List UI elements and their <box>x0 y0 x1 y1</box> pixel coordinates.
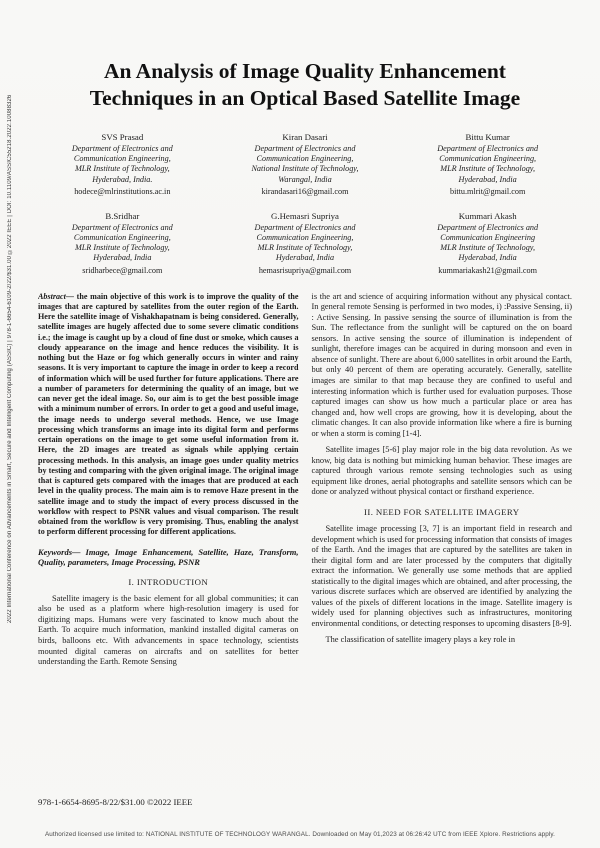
author-affiliation-line: Department of Electronics and <box>254 144 356 153</box>
keywords-paragraph <box>38 547 299 568</box>
author-affiliation-line: MLR Institute of Technology, <box>74 164 170 174</box>
author-name: Kummari Akash <box>458 210 517 221</box>
intro-paragraph-2: is the art and science of acquiring information without any physical contact. In general remote Sensing is performed in two modes, i) :Passive Sensing, ii) : Active Sensing. In passive sensing the source of illumination is from the Sun. The reflectance from the sunlight will be captured on the on board sensors. In active sensing the source of illumination is independent of sunlight, therefore images can be acquired in during monsoon and even in absence of sunlight. There are about 6,000 satellites in orbit around the Earth, but only 40 percent of them are operating accurately. Generally, satellite images are similar to that map because they are confined to useful and interesting information which is further used for evaluation purposes. Those captured images can show us how much a particular place or area has changed and, how well crops are growing, how it is developing, about the climatic changes. It can also provide information like where a fire is burning or when a storm is coming [1-4]. <box>311 291 572 438</box>
paper-content <box>38 0 572 774</box>
author-affiliation-line: Communication Engineering <box>440 233 536 243</box>
paper-title-line1: An Analysis of Image Quality Enhancement <box>104 59 506 83</box>
author-affiliation-line: Hyderabad, India <box>458 174 517 184</box>
need-paragraph-1: Satellite image processing [3, 7] is an important field in research and development which is used for processing information that consists of images of the Earth. And the images that are captured by the satellites are taken in their digital form and are later processed by the computers that digitally extract the information. We generally use some methods that are applied statistically to the digital images which are obtained, and after processing, the various discrete surfaces which are observed are identified by analyzing the values of the pixels of different locations in the image. Satellite imagery is widely used for planning objectives such as infrastructures, monitoring environmental conditions, or detecting responses to upcoming disasters [8-9]. <box>311 524 572 628</box>
author-affiliation-line: MLR Institute of Technology, <box>74 243 170 253</box>
author-name: Kiran Dasari <box>282 132 328 142</box>
authors-grid <box>38 132 572 276</box>
author-affiliation-line: Department of Electronics and <box>71 144 173 153</box>
author-card-kiran-dasari <box>221 132 390 197</box>
author-affiliation-line: Department of Electronics and <box>437 144 539 153</box>
author-email: kummariakash21@gmail.com <box>438 265 538 275</box>
author-affiliation-line: Communication Engineering, <box>73 233 171 243</box>
right-column <box>312 292 573 774</box>
author-affiliation-line: Hyderabad, India <box>458 253 517 263</box>
keywords-text: Image, Image Enhancement, Satellite, Haze, Transform, Quality, parameters, Image Processing, PSNR <box>38 546 299 568</box>
author-affiliation-line: Hyderabad, India <box>93 253 152 263</box>
author-affiliation-line: Communication Engineering, <box>439 154 537 164</box>
intro-paragraph-3: Satellite images [5-6] play major role in the big data revolution. As we know, big data is nothing but mimicking human behavior. These images are captured through various remote sensing technologies such as using equipment like drones, aerial photographs and satellite sensors which can be done or analyzed without physical contact or firsthand experience. <box>311 445 572 497</box>
author-card-svs-prasad <box>38 132 207 197</box>
section-heading-introduction: I. INTRODUCTION <box>128 576 209 587</box>
author-name: Bittu Kumar <box>465 132 510 142</box>
author-affiliation-line: Department of Electronics and <box>437 222 539 232</box>
author-email: kirandasari16@gmail.com <box>261 186 349 196</box>
author-affiliation-line: Communication Engineering, <box>256 233 354 243</box>
author-card-kummari-akash <box>403 211 572 276</box>
author-email: hemasrisupriya@gmail.com <box>258 265 352 275</box>
author-affiliation-line: Communication Engineering, <box>73 154 171 164</box>
author-affiliation-line: Hyderabad, India <box>275 253 335 263</box>
author-affiliation-line: Warangal, India <box>278 174 332 184</box>
author-affiliation-line: National Institute of Technology, <box>251 164 359 174</box>
author-affiliation-line: Department of Electronics and <box>71 222 173 232</box>
author-affiliation-line: Hyderabad, India. <box>92 174 153 184</box>
intro-paragraph-1: Satellite imagery is the basic element for all global communities; it can also be used as a platform where high-resolution imagery is used for digitizing maps. Humans were very fascinated to know much about the Earth. To acquire much information, mankind installed digital cameras on birds, balloons etc. With advancements in space technology, scientists mounted digital cameras on aircrafts and on satellites for better understanding the Earth. Remote Sensing <box>38 593 299 667</box>
author-affiliation-line: MLR Institute of Technology, <box>257 243 353 253</box>
author-name: G.Hemasri Supriya <box>271 210 339 221</box>
author-affiliation-line: Communication Engineering, <box>256 154 354 164</box>
abstract-label: Abstract— <box>38 291 74 301</box>
paper-title <box>38 58 572 112</box>
abstract-text: the main objective of this work is to improve the quality of the images that are captured by satellites from the outer region of the Earth. Here the satellite image of Vishakhapatnam is being considered. Generally, satellite images are hugely affected due to some severe climatic conditions i.e.; the image is caught up by a cloud of fine dust or smoke, which causes a cloudy appearance on the image and hence reduces the visibility. It is nothing but the Haze or fog which generally occurs in winter and rainy seasons. It is very important to capture the image in order to keep a record of information which will be used further for future applications. There are a number of parameters for determining the quality of an image, but we can never get the ideal image. So, our aim is to get the best possible image with a minimum number of errors. In order to get a good and useful image, the image needs to undergo several methods. Hence, we use Image processing which transforms an image into its digital form and performs certain operations on the image to get some useful information from it. Here, the 2D images are treated as signals while applying certain processing methods. In this analysis, an image goes under quality metrics by testing and comparing with the given original image. The original image that is captured gets compared with the images that are produced at each level in the quality process. The main aim is to remove Haze present in the satellite image and to study the impact of every process discussed in the workflow with respect to PSNR values and visual comparison. The result obtained from the workflow is very promising. Thus, enabling the analyst to perform different processing for different applications. <box>38 291 299 537</box>
author-card-b-sridhar <box>38 211 207 276</box>
author-name: SVS Prasad <box>101 132 144 142</box>
author-card-bittu-kumar <box>403 132 572 197</box>
author-email: sridharbece@gmail.com <box>82 265 163 275</box>
author-email: hodece@mlrinstitutions.ac.in <box>74 186 171 196</box>
license-notice: Authorized licensed use limited to: NATIONAL INSTITUTE OF TECHNOLOGY WARANGAL. Downloaded on May 01,2023 at 06:26:42 UTC from IEEE Xplore. Restrictions apply. <box>44 831 556 838</box>
abstract-paragraph <box>38 292 299 538</box>
author-name: B.Sridhar <box>105 210 140 221</box>
need-paragraph-2: The classification of satellite imagery plays a key role in <box>325 635 516 645</box>
left-column <box>38 292 299 774</box>
section-heading-need-for-satellite-imagery: II. NEED FOR SATELLITE IMAGERY <box>364 507 520 518</box>
isbn-copyright-line: 978-1-6654-8695-8/22/$31.00 ©2022 IEEE <box>38 797 193 807</box>
author-affiliation-line: MLR Institute of Technology, <box>440 243 536 253</box>
conference-copyright-strip: 2022 International Conference on Advancements in Smart, Secure and Intelligent Computing (ASSIC) | 978-1-6654-6109-2/22/$31.00 ©2022 IEEE | DOI: 10.1109/ASSIC55218.2022.10088326 <box>7 95 13 624</box>
author-affiliation-line: MLR Institute of Technology, <box>440 164 536 174</box>
keywords-label: Keywords— <box>38 546 86 557</box>
paper-title-line2: Techniques in an Optical Based Satellite Image <box>89 86 521 110</box>
author-affiliation-line: Department of Electronics and <box>254 222 356 232</box>
two-column-body <box>38 292 572 774</box>
author-email: bittu.mlrit@gmail.com <box>450 186 526 196</box>
author-card-hemasri-supriya <box>221 211 390 276</box>
